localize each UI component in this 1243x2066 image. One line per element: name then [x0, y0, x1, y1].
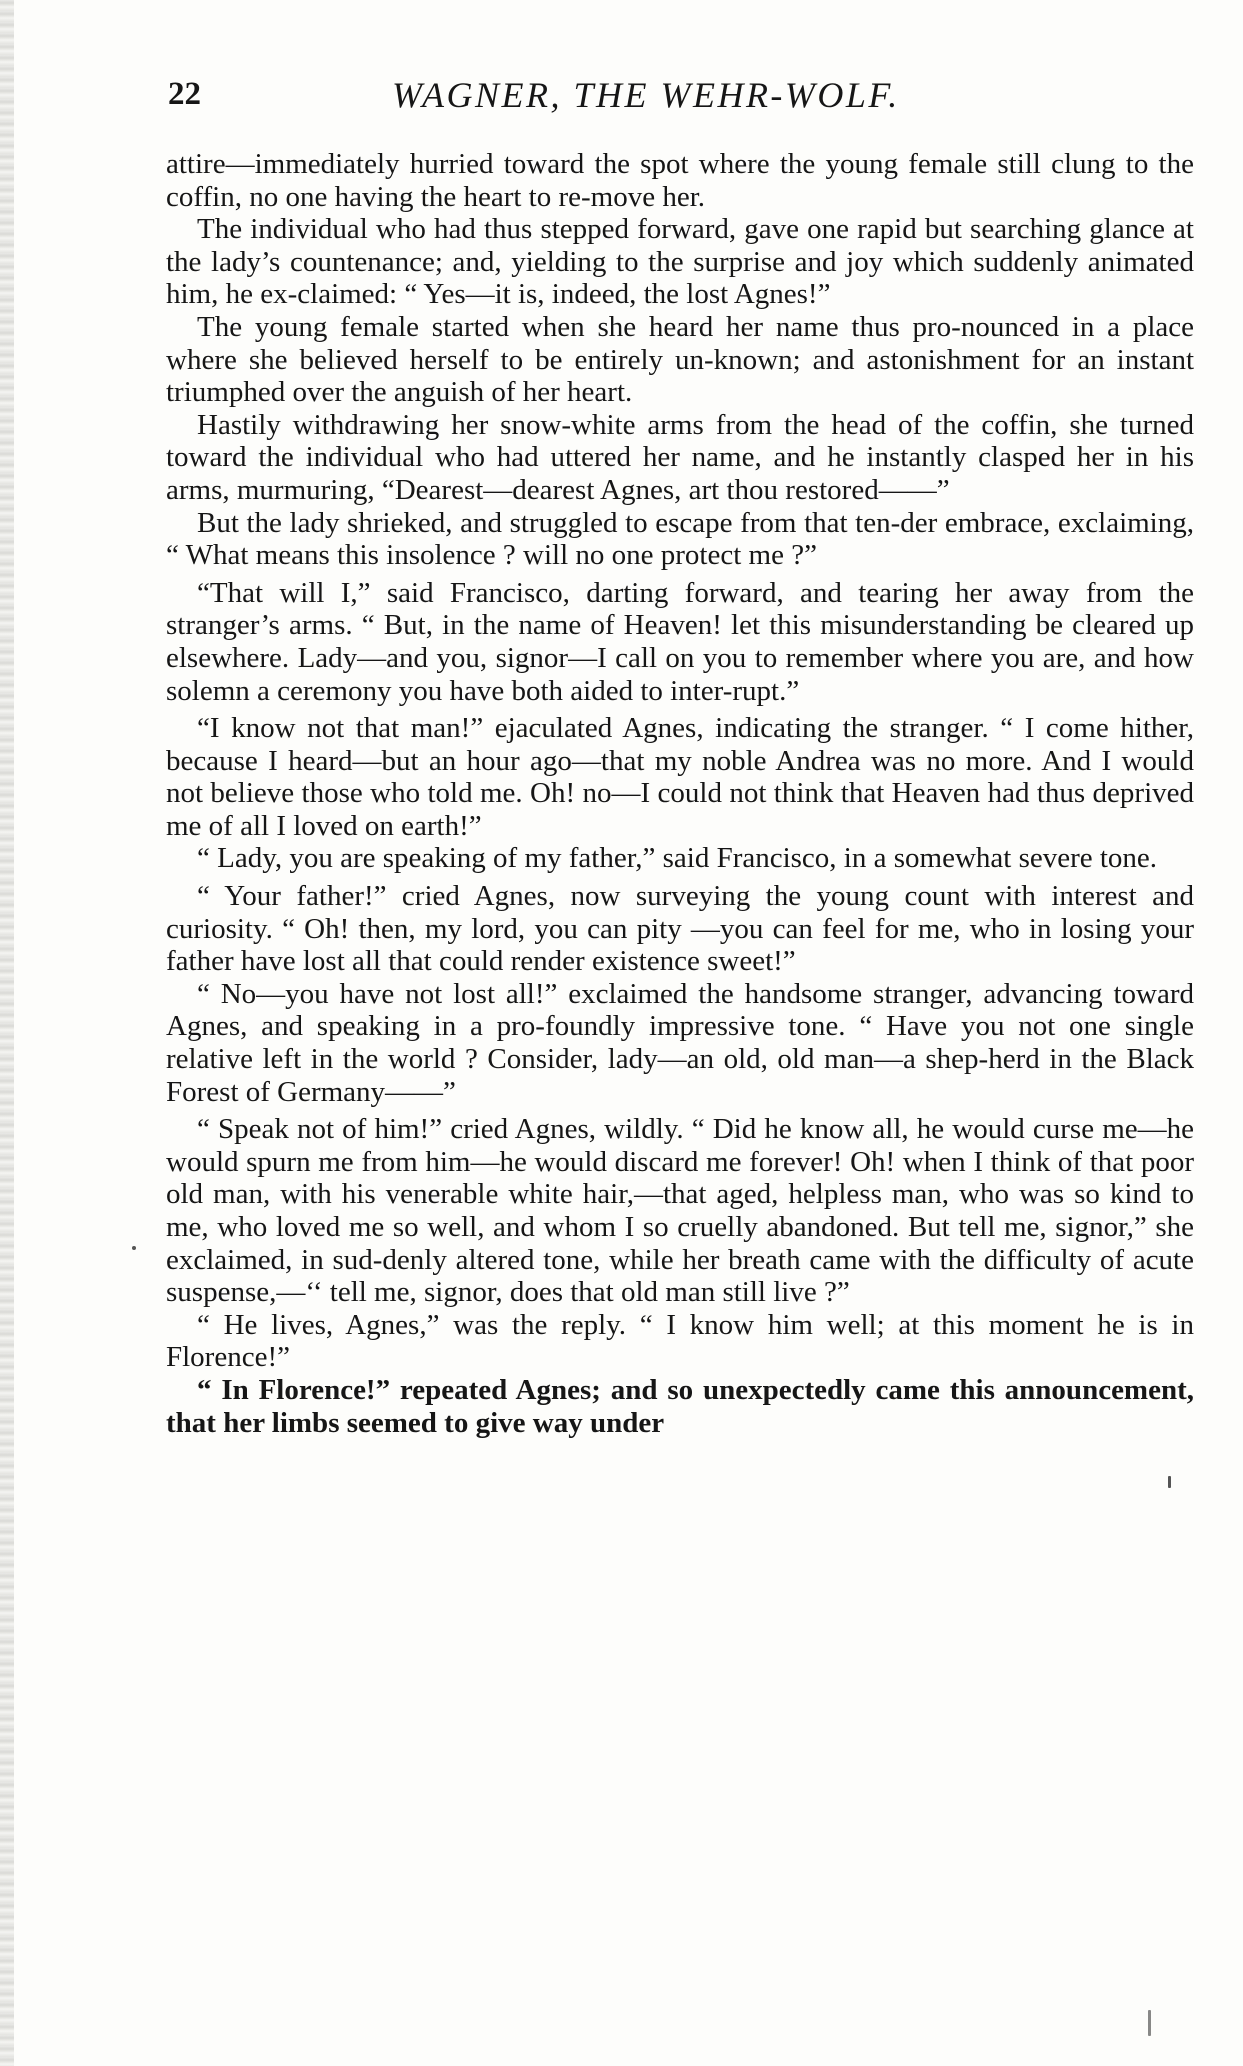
paragraph: Hastily withdrawing her snow-white arms from the head of the coffin, she turned toward the individual who had uttered her name, and he instantly clasped her in his arms, murmuring, “Dearest—dearest Agnes, art thou restored——”: [166, 408, 1194, 506]
print-speck: [1168, 1476, 1171, 1488]
paragraph: “That will I,” said Francisco, darting forward, and tearing her away from the stranger’s arms. “ But, in the name of Heaven! let this misunderstanding be cleared up elsewhere. Lady—and you, signor—I call on you to remember where you are, and how solemn a ceremony you have both aided to inter-rupt.”: [166, 576, 1194, 707]
paragraph: “I know not that man!” ejaculated Agnes, indicating the stranger. “ I come hither, because I heard—but an hour ago—that my noble Andrea was no more. And I would not believe those who told me. Oh! no—I could not think that Heaven had thus deprived me of all I loved on earth!”: [166, 712, 1194, 842]
page-edge-shadow: [0, 0, 14, 2066]
running-title: WAGNER, THE WEHR-WOLF.: [392, 75, 900, 115]
paragraph: “ Speak not of him!” cried Agnes, wildly. “ Did he know all, he would curse me—he would spurn me from him—he would discard me forever! Oh! when I think of that poor old man, with his venerable white hair,—that aged, helpless man, who was so kind to me, who loved me so well, and whom I so cruelly abandoned. But tell me, signor,” she exclaimed, in sud-denly altered tone, while her breath came with the difficulty of acute suspense,—‘‘ tell me, signor, does that old man still live ?”: [166, 1113, 1194, 1309]
paragraph: “ He lives, Agnes,” was the reply. “ I know him well; at this moment he is in Florence!”: [166, 1308, 1194, 1374]
paragraph: attire—immediately hurried toward the spot where the young female still clung to the coffin, no one having the heart to re-move her.: [166, 148, 1194, 213]
print-speck: [132, 1246, 136, 1250]
paragraph: “ Your father!” cried Agnes, now surveying the young count with interest and curiosity. “ Oh! then, my lord, you can pity —you can feel for me, who in losing your father have lost all that could render existence sweet!”: [166, 880, 1194, 978]
page-header: [168, 74, 1194, 120]
paragraph: “ No—you have not lost all!” exclaimed the handsome stranger, advancing toward Agnes, and speaking in a pro-foundly impressive tone. “ Have you not one single relative left in the world ? Consider, lady—an old, old man—a shep-herd in the Black Forest of Germany——”: [166, 977, 1194, 1108]
paragraph: “ In Florence!” repeated Agnes; and so unexpectedly came this announcement, that her limbs seemed to give way under: [166, 1373, 1194, 1439]
paragraph: “ Lady, you are speaking of my father,” said Francisco, in a somewhat severe tone.: [197, 842, 1158, 875]
paragraph: The young female started when she heard her name thus pro-nounced in a place where she believed herself to be entirely un-known; and astonishment for an instant triumphed over the anguish of her heart.: [166, 310, 1194, 409]
paragraph: The individual who had thus stepped forward, gave one rapid but searching glance at the lady’s countenance; and, yielding to the surprise and joy which suddenly animated him, he ex-claimed: “ Yes—it is, indeed, the lost Agnes!”: [166, 213, 1194, 311]
paragraph: But the lady shrieked, and struggled to escape from that ten-der embrace, exclaiming, “ What means this insolence ? will no one protect me ?”: [166, 506, 1194, 572]
page-number: 22: [168, 76, 201, 112]
print-speck: [1148, 2010, 1151, 2036]
body-text: [166, 148, 1194, 1439]
